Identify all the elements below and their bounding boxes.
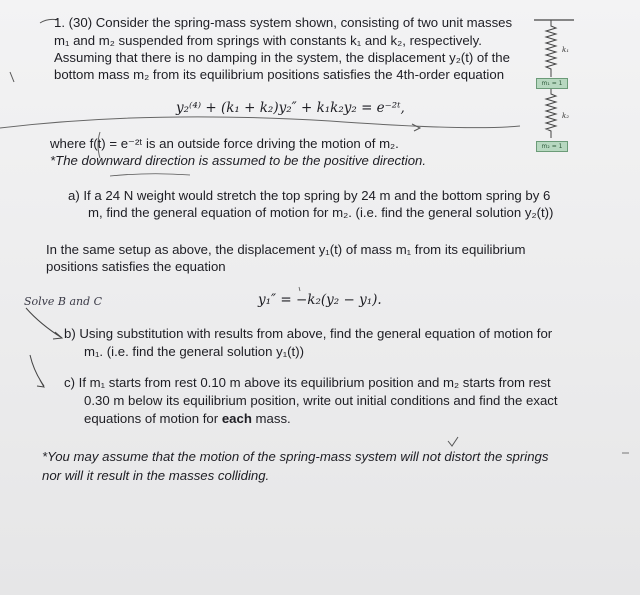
fourth-order-equation: y₂⁽⁴⁾ + (k₁ + k₂)y₂″ + k₁k₂y₂ = e⁻²ᵗ, bbox=[176, 100, 405, 116]
forcing-function-line: where f(t) = e⁻²ᵗ is an outside force driving the motion of m₂. bbox=[50, 136, 399, 151]
footnote-line-2: nor will it result in the masses colliding. bbox=[42, 468, 270, 483]
part-b-line-2: m₁. (i.e. find the general solution y₁(t)) bbox=[84, 344, 304, 359]
spring-constant-k2-label: k₂ bbox=[562, 112, 570, 120]
part-c-line-2: 0.30 m below its equilibrium position, write out initial conditions and find the exact bbox=[84, 393, 558, 408]
intro-line-2: m₁ and m₂ suspended from springs with constants k₁ and k₂, respectively. bbox=[54, 33, 482, 48]
direction-note: *The downward direction is assumed to be the positive direction. bbox=[50, 153, 427, 168]
intro-line-1: 1. (30) Consider the spring-mass system shown, consisting of two unit masses bbox=[54, 15, 513, 30]
mass-m1-block: m₁ = 1 bbox=[536, 78, 568, 89]
part-b-line-1: b) Using substitution with results from above, find the general equation of motion for bbox=[64, 326, 553, 341]
part-c-line-3-end: mass. bbox=[251, 411, 291, 426]
part-c-line-1: c) If m₁ starts from rest 0.10 m above its equilibrium position and m₂ starts from rest bbox=[64, 375, 551, 390]
part-a-line-2: m, find the general equation of motion for m₂. (i.e. find the general solution y₂(t)) bbox=[88, 205, 554, 220]
part-c-line-3 bbox=[84, 411, 291, 427]
handwritten-solve-note: Solve B and C bbox=[24, 295, 103, 308]
setup-line-1: In the same setup as above, the displacement y₁(t) of mass m₁ from its equilibrium bbox=[46, 242, 526, 257]
footnote-line-1: *You may assume that the motion of the spring-mass system will not distort the springs bbox=[42, 449, 549, 464]
part-c-line-3-start: equations of motion for bbox=[84, 411, 222, 426]
mass-m2-block: m₂ = 1 bbox=[536, 141, 568, 152]
intro-line-4: bottom mass m₂ from its equilibrium positions satisfies the 4th-order equation bbox=[54, 67, 505, 82]
intro-line-3: Assuming that there is no damping in the system, the displacement y₂(t) of the bbox=[54, 50, 510, 65]
setup-line-2: positions satisfies the equation bbox=[46, 259, 226, 274]
part-a-line-1: a) If a 24 N weight would stretch the top spring by 24 m and the bottom spring by 6 bbox=[68, 188, 551, 203]
spring-constant-k1-label: k₁ bbox=[562, 46, 570, 54]
second-order-equation: y₁″ = −k₂(y₂ − y₁). bbox=[258, 292, 382, 308]
part-c-emphasis: each bbox=[221, 411, 252, 426]
